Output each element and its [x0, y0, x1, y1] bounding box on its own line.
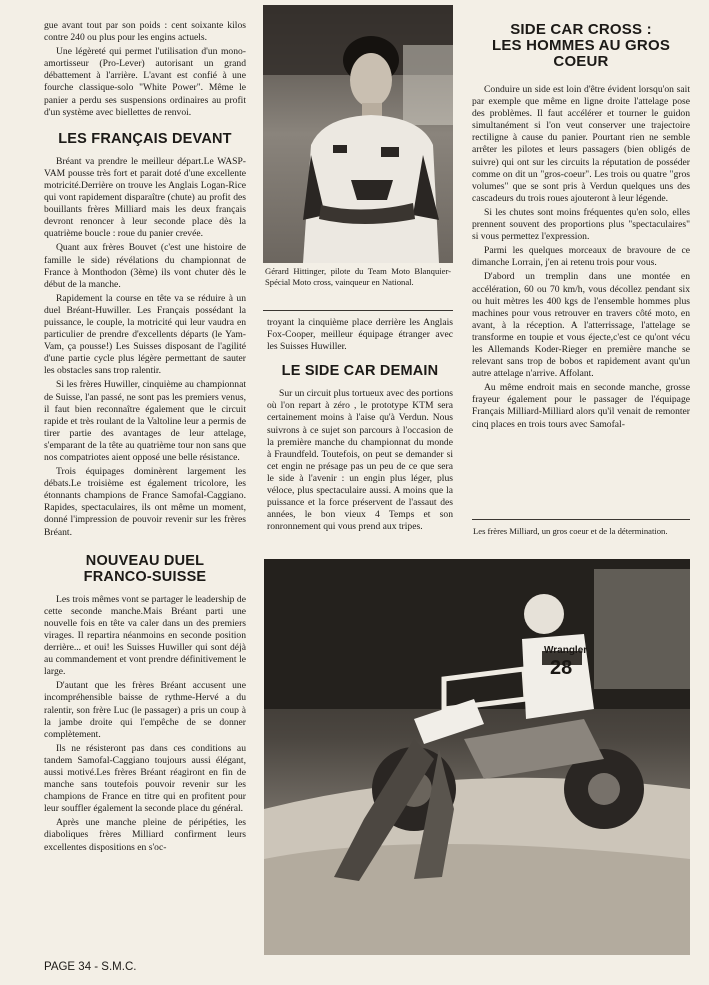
sidecar-crash-photo [264, 559, 690, 955]
paragraph: Ils ne résisteront pas dans ces conditions au tandem Samofal-Caggiano toujours aussi élégant, aussi motivé.Les frères Bréant réagiront en fin de manche sans toutefois pouvoir revenir sur les champions de France en titre qui en profitent pour leur souffler également la seconde place du général. [44, 742, 246, 815]
sidecar-illustration [264, 559, 690, 955]
photo-caption: Les frères Milliard, un gros coeur et de la détermination. [473, 526, 668, 536]
photo-caption: Gérard Hittinger, pilote du Team Moto Blanquier-Spécial Moto cross, vainqueur en National. [265, 266, 451, 287]
paragraph: Conduire un side est loin d'être évident lorsqu'on sait par exemple que même en ligne droite l'attelage pose des problèmes. Il faut accélérer et tourner le guidon simultanément si l'on veut conserver une trajectoire rectiligne à cause du panier. Pourtant rien ne semble arrêter les pilotes et leurs passagers (bien obligés de suivre) qui ont sur les circuits la réputation de posséder comme on dit un "gros-coeur". Les trois ou quatre "gros volumes" que se sont pris à Verdun quelques uns des cascadeurs du trois roues ajouteront à leur légende. [472, 84, 690, 204]
sponsor-banner: Wrangler [544, 645, 588, 656]
rider-portrait-photo [263, 5, 453, 263]
divider [472, 519, 690, 520]
heading-line: COEUR [553, 53, 609, 70]
paragraph: Rapidement la course en tête va se réduire à un duel Bréant-Huwiller. Les Français possédant la puissance, le couple, la motricité qui leur vaudra en particulier de prendre d'excellents départs (le Yam-Vam, ça pousse!) Les Suisses disposant de l'agilité d'une partie cycle plus légère permettant de sauter les obstacles sans trop ralentir. [44, 292, 246, 377]
portrait-illustration [263, 5, 453, 263]
heading-line: FRANCO-SUISSE [83, 568, 207, 585]
heading-line: SIDE CAR CROSS : [510, 21, 652, 38]
section-heading: LE SIDE CAR DEMAIN [281, 363, 439, 380]
paragraph: gue avant tout par son poids : cent soixante kilos contre 240 ou plus pour les engins actuels. [44, 20, 246, 44]
paragraph: Les trois mêmes vont se partager le leadership de cette seconde manche.Mais Bréant parti une nouvelle fois en tête va caler dans un des premiers virages. Il repartira néanmoins en seconde position derrière... et oui! les Suisses Huwiller qui sont déjà au commandement et vont prendre définitivement le large. [44, 593, 246, 678]
paragraph: Au même endroit mais en seconde manche, grosse frayeur également pour le passager de l'équipage Français Milliard-Milliard alors qu'il venait de remonter cinq places en trois tours avec Samofal- [472, 382, 690, 430]
paragraph: Une légèreté qui permet l'utilisation d'un mono-amortisseur (Pro-Lever) autorisant un grand débattement à l'arrière. L'avant est confié à une fourche classique-solo "White Power". Même le panier a perdu ses suspensions ordinaires au profit d'un système avec biellettes de renvoi. [44, 46, 246, 118]
paragraph: Après une manche pleine de péripéties, les diaboliques frères Milliard confirment leurs excellentes dispositions en s'oc- [44, 817, 246, 853]
column-middle [267, 317, 453, 535]
section-heading [44, 553, 246, 585]
column-left [44, 20, 246, 856]
page-footer: PAGE 34 - S.M.C. [44, 961, 137, 973]
paragraph: Parmi les quelques morceaux de bravoure de ce dimanche Lorrain, j'en ai retenu trois pour vous. [472, 245, 690, 269]
race-number: 28 [550, 657, 573, 679]
divider [263, 310, 453, 311]
paragraph: Quant aux frères Bouvet (c'est une histoire de famille le side) révélations du championnat de France à Monthodon (3ème) ils vont chuter dès le début de la manche. [44, 242, 246, 290]
section-heading: LES FRANÇAIS DEVANT [58, 130, 232, 147]
heading-line: LES HOMMES AU GROS [491, 37, 671, 54]
paragraph: Bréant va prendre le meilleur départ.Le WASP-VAM pousse très fort et parait doté d'une excellente motricité.Derrière on trouve les Anglais Logan-Rice qui vont rapidement disparaître (chute) au profit des bouillants frères Milliard mais les deux français devront renoncer à leur seconde place dès la quatrième boucle : roue du panier crevée. [44, 155, 246, 240]
paragraph: D'autant que les frères Bréant accusent une incompréhensible baisse de rythme-Hervé a du ralentir, son frère Luc (le passager) a pris un coup à la jambe droite qui l'empêche de se donner complètement. [44, 680, 246, 740]
column-right [472, 22, 690, 433]
paragraph: D'abord un tremplin dans une montée en accélération, 60 ou 70 km/h, vous décollez pendant six ou huit mètres les 400 kgs de l'ensemble hommes plus machines pour vous retrouver en travers côté moto, en avant, à la réception. A l'atterrissage, l'attelage se transforme en toupie et vous éjecte,c'est ce qu'ont vécu les Allemands Koder-Rieger en première manche se relevant sans trop de bobos et rapidement avant qu'un autre attelage n'arrive. Affolant. [472, 271, 690, 380]
paragraph: Trois équipages dominèrent largement les débats.Le troisième est également tricolore, les étonnants champions de France Samofal-Caggiano. Rapides, spectaculaires, ils ont même un moment, donné l'impression de pouvoir revenir sur les frères Bréant. [44, 466, 246, 538]
article-heading [472, 22, 690, 70]
paragraph: Si les frères Huwiller, cinquième au championnat de Suisse, l'an passé, ne sont pas les premiers venus, il faut bien reconnaître également que le circuit rapide et très roulant de la Valtoline leur a permis de tirer partie des avantages de leur attelage, s'emparant de la tête au quatrième tour non sans que nos compatriotes aient opposé une belle résistance. [44, 379, 246, 463]
heading-line: NOUVEAU DUEL [85, 552, 205, 569]
paragraph: Si les chutes sont moins fréquentes qu'en solo, elles prennent souvent des proportions plus "spectaculaires" si vous permettez l'expression. [472, 206, 690, 243]
paragraph: troyant la cinquième place derrière les Anglais Fox-Cooper, meilleur équipage étranger avec les Suisses Huwiller. [267, 317, 453, 353]
paragraph: Sur un circuit plus tortueux avec des portions où l'on repart à zéro , le prototype KTM sera certainement moins à l'aise qu'à Verdun. Nous suivrons à ce sujet son parcours à l'occasion de la première manche du championnat du monde à Fraundfeld. Toutefois, on peut se demander si cet engin ne présage pas un peu de ce que sera le side à l'avenir : un engin plus léger, plus véloce, plus spectaculaire aussi. A moins que la puissance et la force préservent de l'assaut des années, le bon vieux 4 Temps et son ronronnement qui vous prend aux tripes. [267, 388, 453, 533]
